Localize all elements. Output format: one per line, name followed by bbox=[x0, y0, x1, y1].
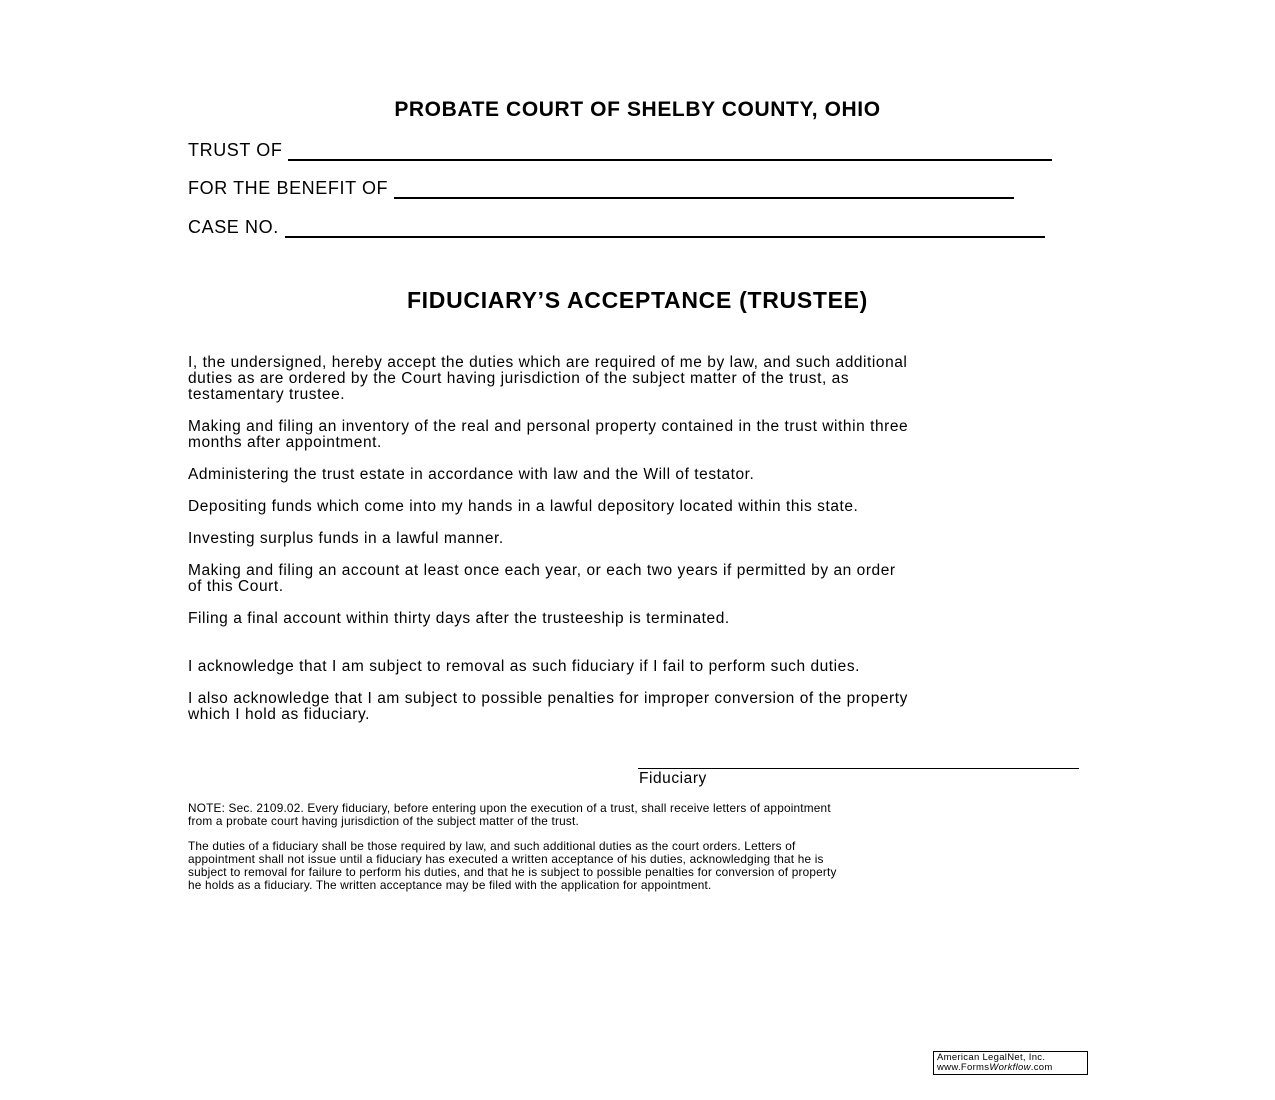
url-italic: Workflow bbox=[989, 1062, 1031, 1073]
url-prefix: www.Forms bbox=[937, 1062, 990, 1073]
publisher-name: American LegalNet, Inc. bbox=[937, 1052, 1046, 1063]
note-line: from a probate court having jurisdiction of the subject matter of the trust. bbox=[188, 814, 579, 828]
paragraph-depositing: Depositing funds which come into my hands in a lawful depository located within this state. bbox=[188, 498, 859, 515]
publisher-badge bbox=[933, 1051, 1088, 1075]
trust-of-label: TRUST OF bbox=[188, 140, 283, 160]
paragraph-acceptance bbox=[188, 355, 907, 403]
note-duties bbox=[188, 840, 837, 892]
paragraph-account bbox=[188, 563, 896, 595]
benefit-field bbox=[188, 178, 1014, 199]
trust-of-blank[interactable] bbox=[288, 145, 1052, 161]
case-no-field bbox=[188, 217, 1045, 238]
note-line: appointment shall not issue until a fiduciary has executed a written acceptance of his duties, acknowledging that he is bbox=[188, 852, 824, 866]
benefit-blank[interactable] bbox=[394, 183, 1014, 199]
text-line: duties as are ordered by the Court having jurisdiction of the subject matter of the trust, as bbox=[188, 370, 850, 387]
text-line: I, the undersigned, hereby accept the duties which are required of me by law, and such additional bbox=[188, 354, 908, 371]
benefit-label: FOR THE BENEFIT OF bbox=[188, 178, 389, 198]
paragraph-inventory bbox=[188, 419, 908, 451]
text-line: Making and filing an inventory of the real and personal property contained in the trust within three bbox=[188, 418, 909, 435]
note-line: NOTE: Sec. 2109.02. Every fiduciary, before entering upon the execution of a trust, shall receive letters of appointment bbox=[188, 801, 831, 815]
text-line: I also acknowledge that I am subject to possible penalties for improper conversion of the property bbox=[188, 690, 908, 707]
text-line: which I hold as fiduciary. bbox=[188, 706, 371, 723]
court-heading: PROBATE COURT OF SHELBY COUNTY, OHIO bbox=[394, 98, 881, 121]
note-line: The duties of a fiduciary shall be those required by law, and such additional duties as the court orders. Letters of bbox=[188, 839, 796, 853]
text-line: Making and filing an account at least once each year, or each two years if permitted by an order bbox=[188, 562, 896, 579]
paragraph-penalties bbox=[188, 691, 908, 723]
signature-line[interactable] bbox=[638, 768, 1079, 769]
note-line: he holds as a fiduciary. The written acceptance may be filed with the application for appointment. bbox=[188, 878, 712, 892]
note-section bbox=[188, 802, 831, 828]
trust-of-field bbox=[188, 140, 1052, 161]
case-no-blank[interactable] bbox=[285, 222, 1045, 238]
text-line: of this Court. bbox=[188, 578, 284, 595]
paragraph-final-account: Filing a final account within thirty days after the trusteeship is terminated. bbox=[188, 610, 730, 627]
paragraph-removal: I acknowledge that I am subject to removal as such fiduciary if I fail to perform such duties. bbox=[188, 658, 860, 675]
url-suffix: .com bbox=[1030, 1062, 1053, 1073]
signature-label: Fiduciary bbox=[639, 770, 707, 787]
text-line: months after appointment. bbox=[188, 434, 382, 451]
publisher-url bbox=[937, 1063, 1087, 1073]
paragraph-investing: Investing surplus funds in a lawful manner. bbox=[188, 530, 504, 547]
text-line: testamentary trustee. bbox=[188, 386, 346, 403]
case-no-label: CASE NO. bbox=[188, 217, 279, 237]
paragraph-administering: Administering the trust estate in accordance with law and the Will of testator. bbox=[188, 466, 755, 483]
document-title: FIDUCIARY’S ACCEPTANCE (TRUSTEE) bbox=[406, 287, 869, 313]
note-line: subject to removal for failure to perform his duties, and that he is subject to possible penalties for conversion of property bbox=[188, 865, 837, 879]
